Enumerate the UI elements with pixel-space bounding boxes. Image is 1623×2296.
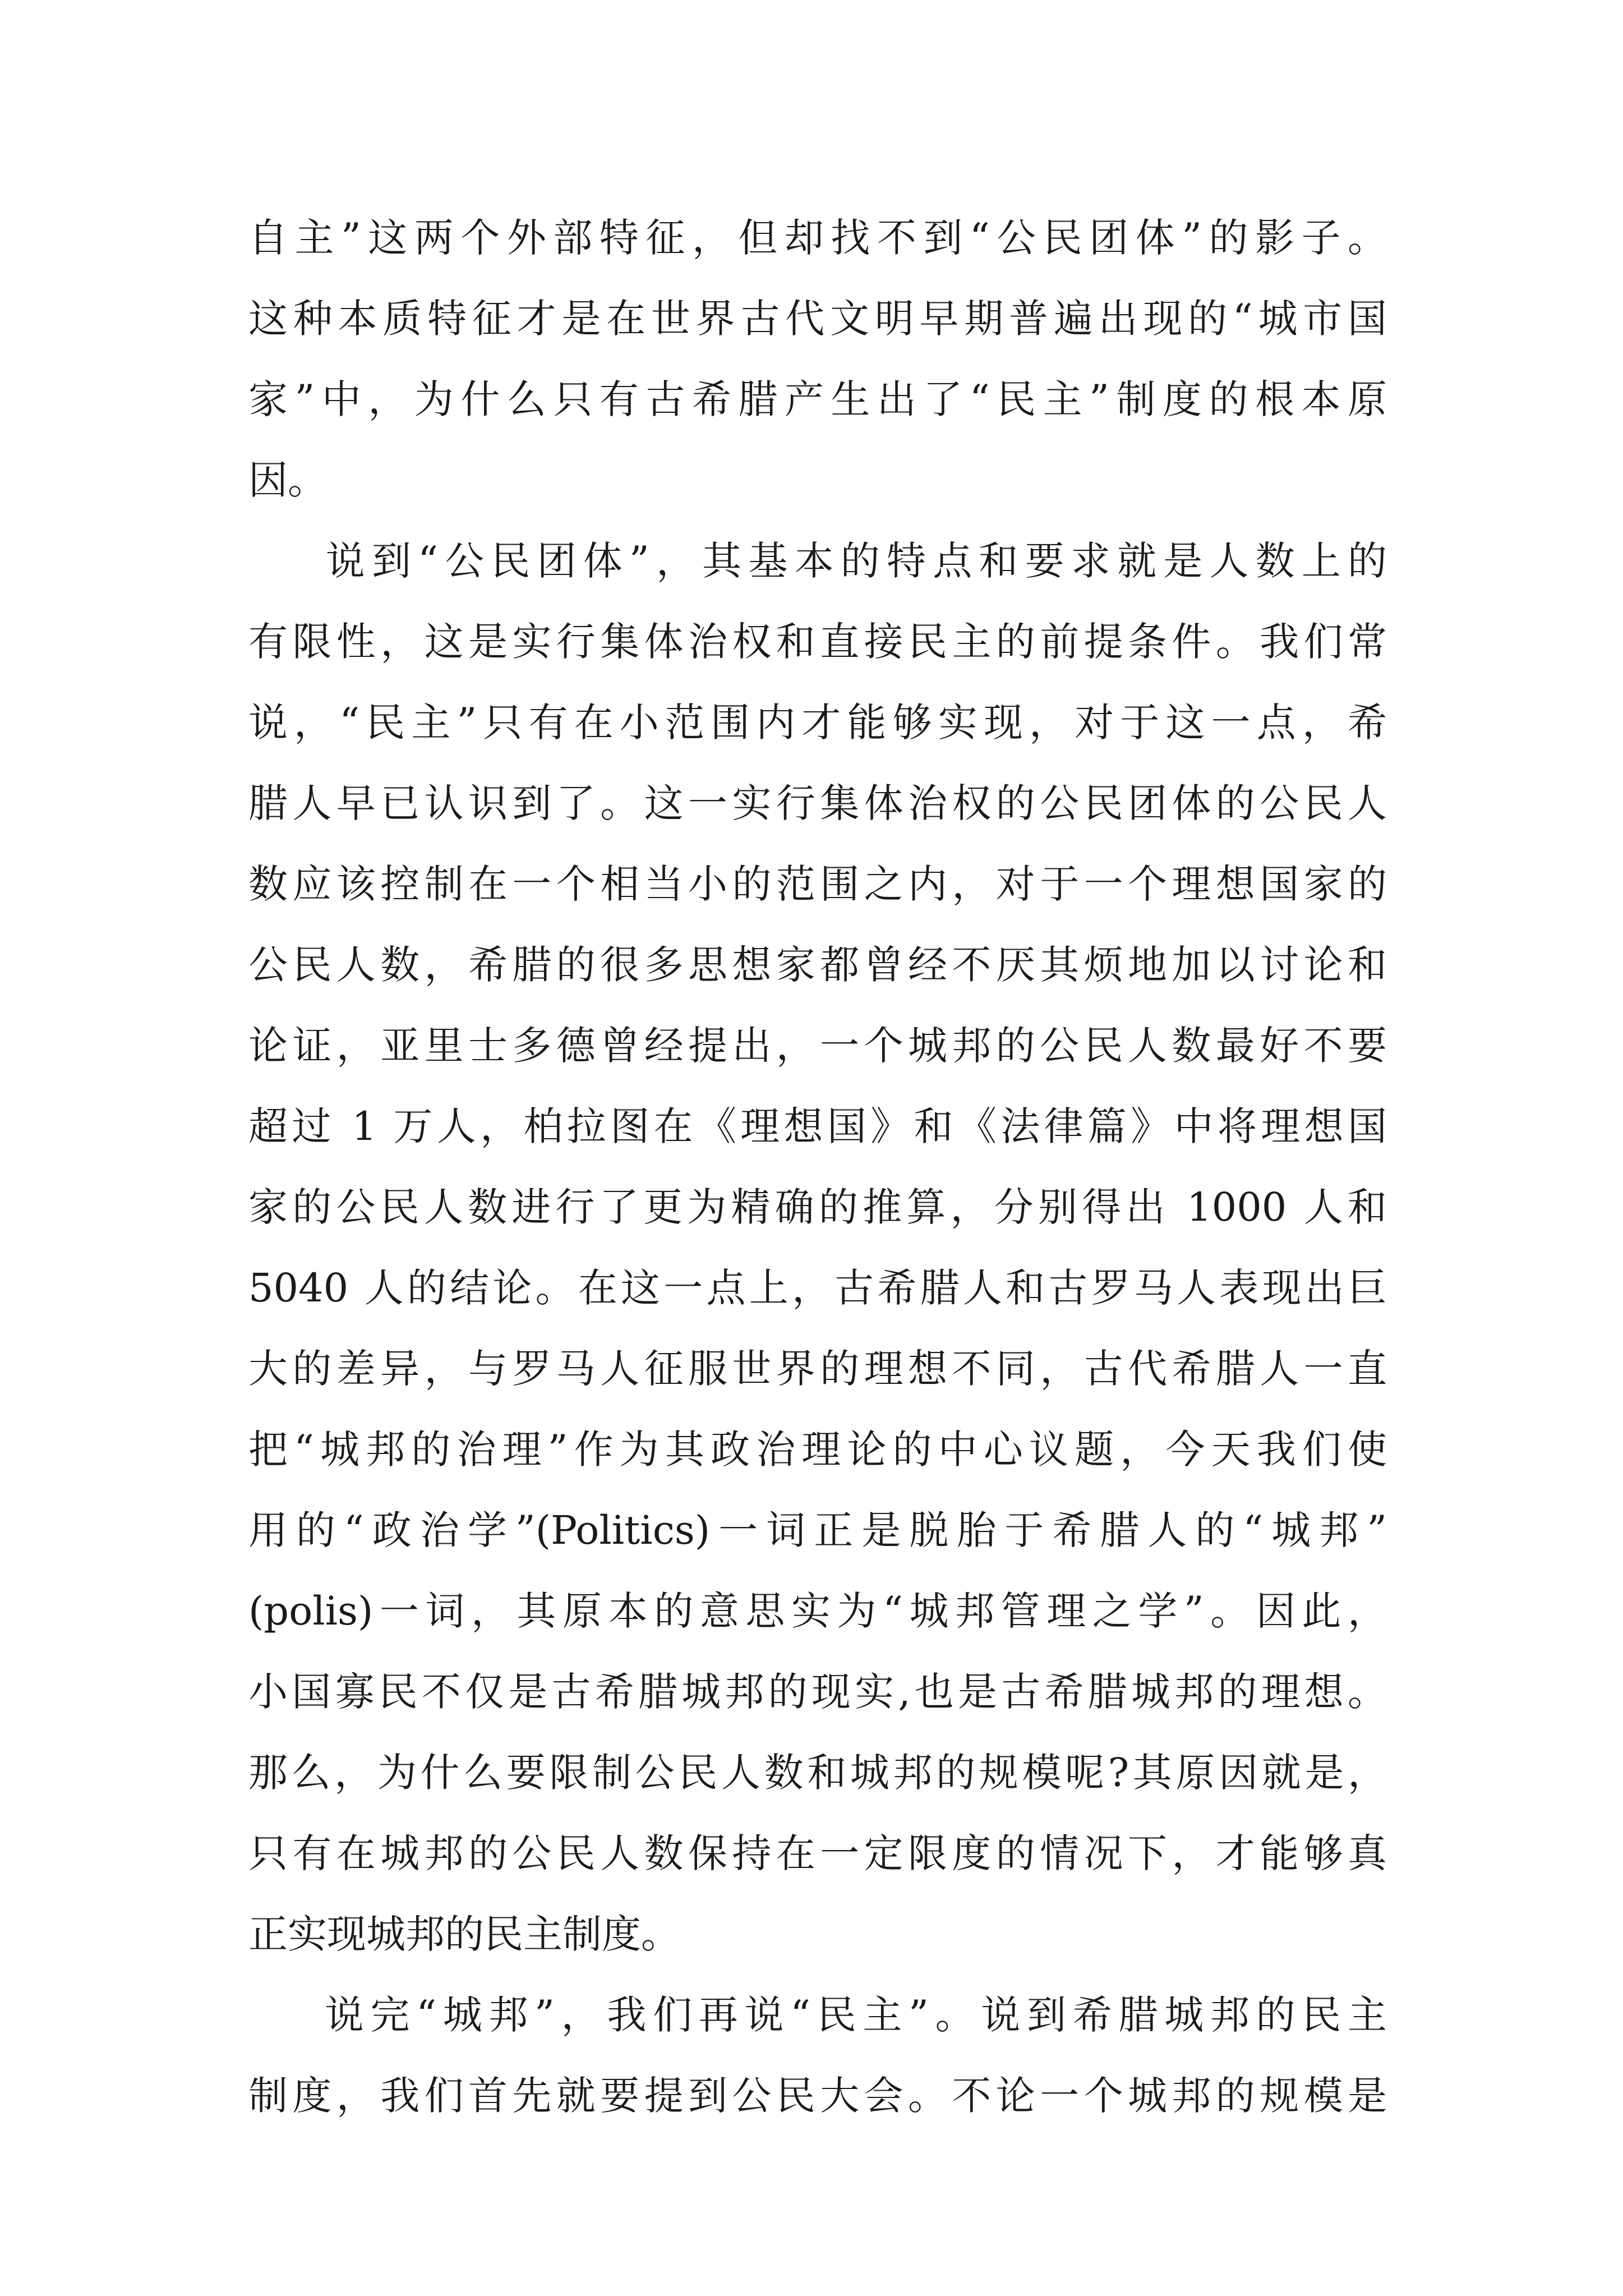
text-line: 说，“民主”只有在小范围内才能够实现，对于这一点，希	[248, 700, 1387, 746]
text-line: 超过 1 万人，柏拉图在《理想国》和《法律篇》中将理想国	[248, 1103, 1387, 1149]
text-line: 这种本质特征才是在世界古代文明早期普遍出现的“城市国	[248, 296, 1387, 342]
text-line: 把“城邦的治理”作为其政治理论的中心议题，今天我们使	[248, 1427, 1387, 1473]
text-line: 说完“城邦”，我们再说“民主”。说到希腊城邦的民主	[248, 1992, 1387, 2038]
text-line: 大的差异，与罗马人征服世界的理想不同，古代希腊人一直	[248, 1346, 1387, 1392]
text-line: 5040 人的结论。在这一点上，古希腊人和古罗马人表现出巨	[248, 1265, 1387, 1311]
text-line: 制度，我们首先就要提到公民大会。不论一个城邦的规模是	[248, 2073, 1387, 2119]
text-line: (polis)一词，其原本的意思实为“城邦管理之学”。因此，	[248, 1588, 1387, 1634]
text-line: 自主”这两个外部特征，但却找不到“公民团体”的影子。	[248, 215, 1387, 261]
text-line: 家的公民人数进行了更为精确的推算，分别得出 1000 人和	[248, 1184, 1387, 1230]
body-text	[248, 197, 1387, 2136]
text-line: 数应该控制在一个相当小的范围之内，对于一个理想国家的	[248, 861, 1387, 907]
text-line: 那么，为什么要限制公民人数和城邦的规模呢?其原因就是，	[248, 1750, 1387, 1796]
text-line: 正实现城邦的民主制度。	[248, 1911, 680, 1957]
text-line: 说到“公民团体”，其基本的特点和要求就是人数上的	[248, 538, 1387, 584]
text-line: 用的“政治学”(Politics)一词正是脱胎于希腊人的“城邦”	[248, 1507, 1387, 1553]
paragraph	[248, 1975, 1387, 2136]
text-line: 只有在城邦的公民人数保持在一定限度的情况下，才能够真	[248, 1830, 1387, 1876]
text-line: 公民人数，希腊的很多思想家都曾经不厌其烦地加以讨论和	[248, 942, 1387, 988]
text-line: 家”中，为什么只有古希腊产生出了“民主”制度的根本原	[248, 376, 1387, 422]
text-line: 小国寡民不仅是古希腊城邦的现实,也是古希腊城邦的理想。	[248, 1669, 1387, 1715]
text-line: 论证，亚里士多德曾经提出，一个城邦的公民人数最好不要	[248, 1023, 1387, 1069]
paragraph	[248, 197, 1387, 521]
text-line: 腊人早已认识到了。这一实行集体治权的公民团体的公民人	[248, 780, 1387, 826]
paragraph	[248, 521, 1387, 1975]
text-line: 有限性，这是实行集体治权和直接民主的前提条件。我们常	[248, 619, 1387, 665]
text-line: 因。	[248, 457, 327, 503]
